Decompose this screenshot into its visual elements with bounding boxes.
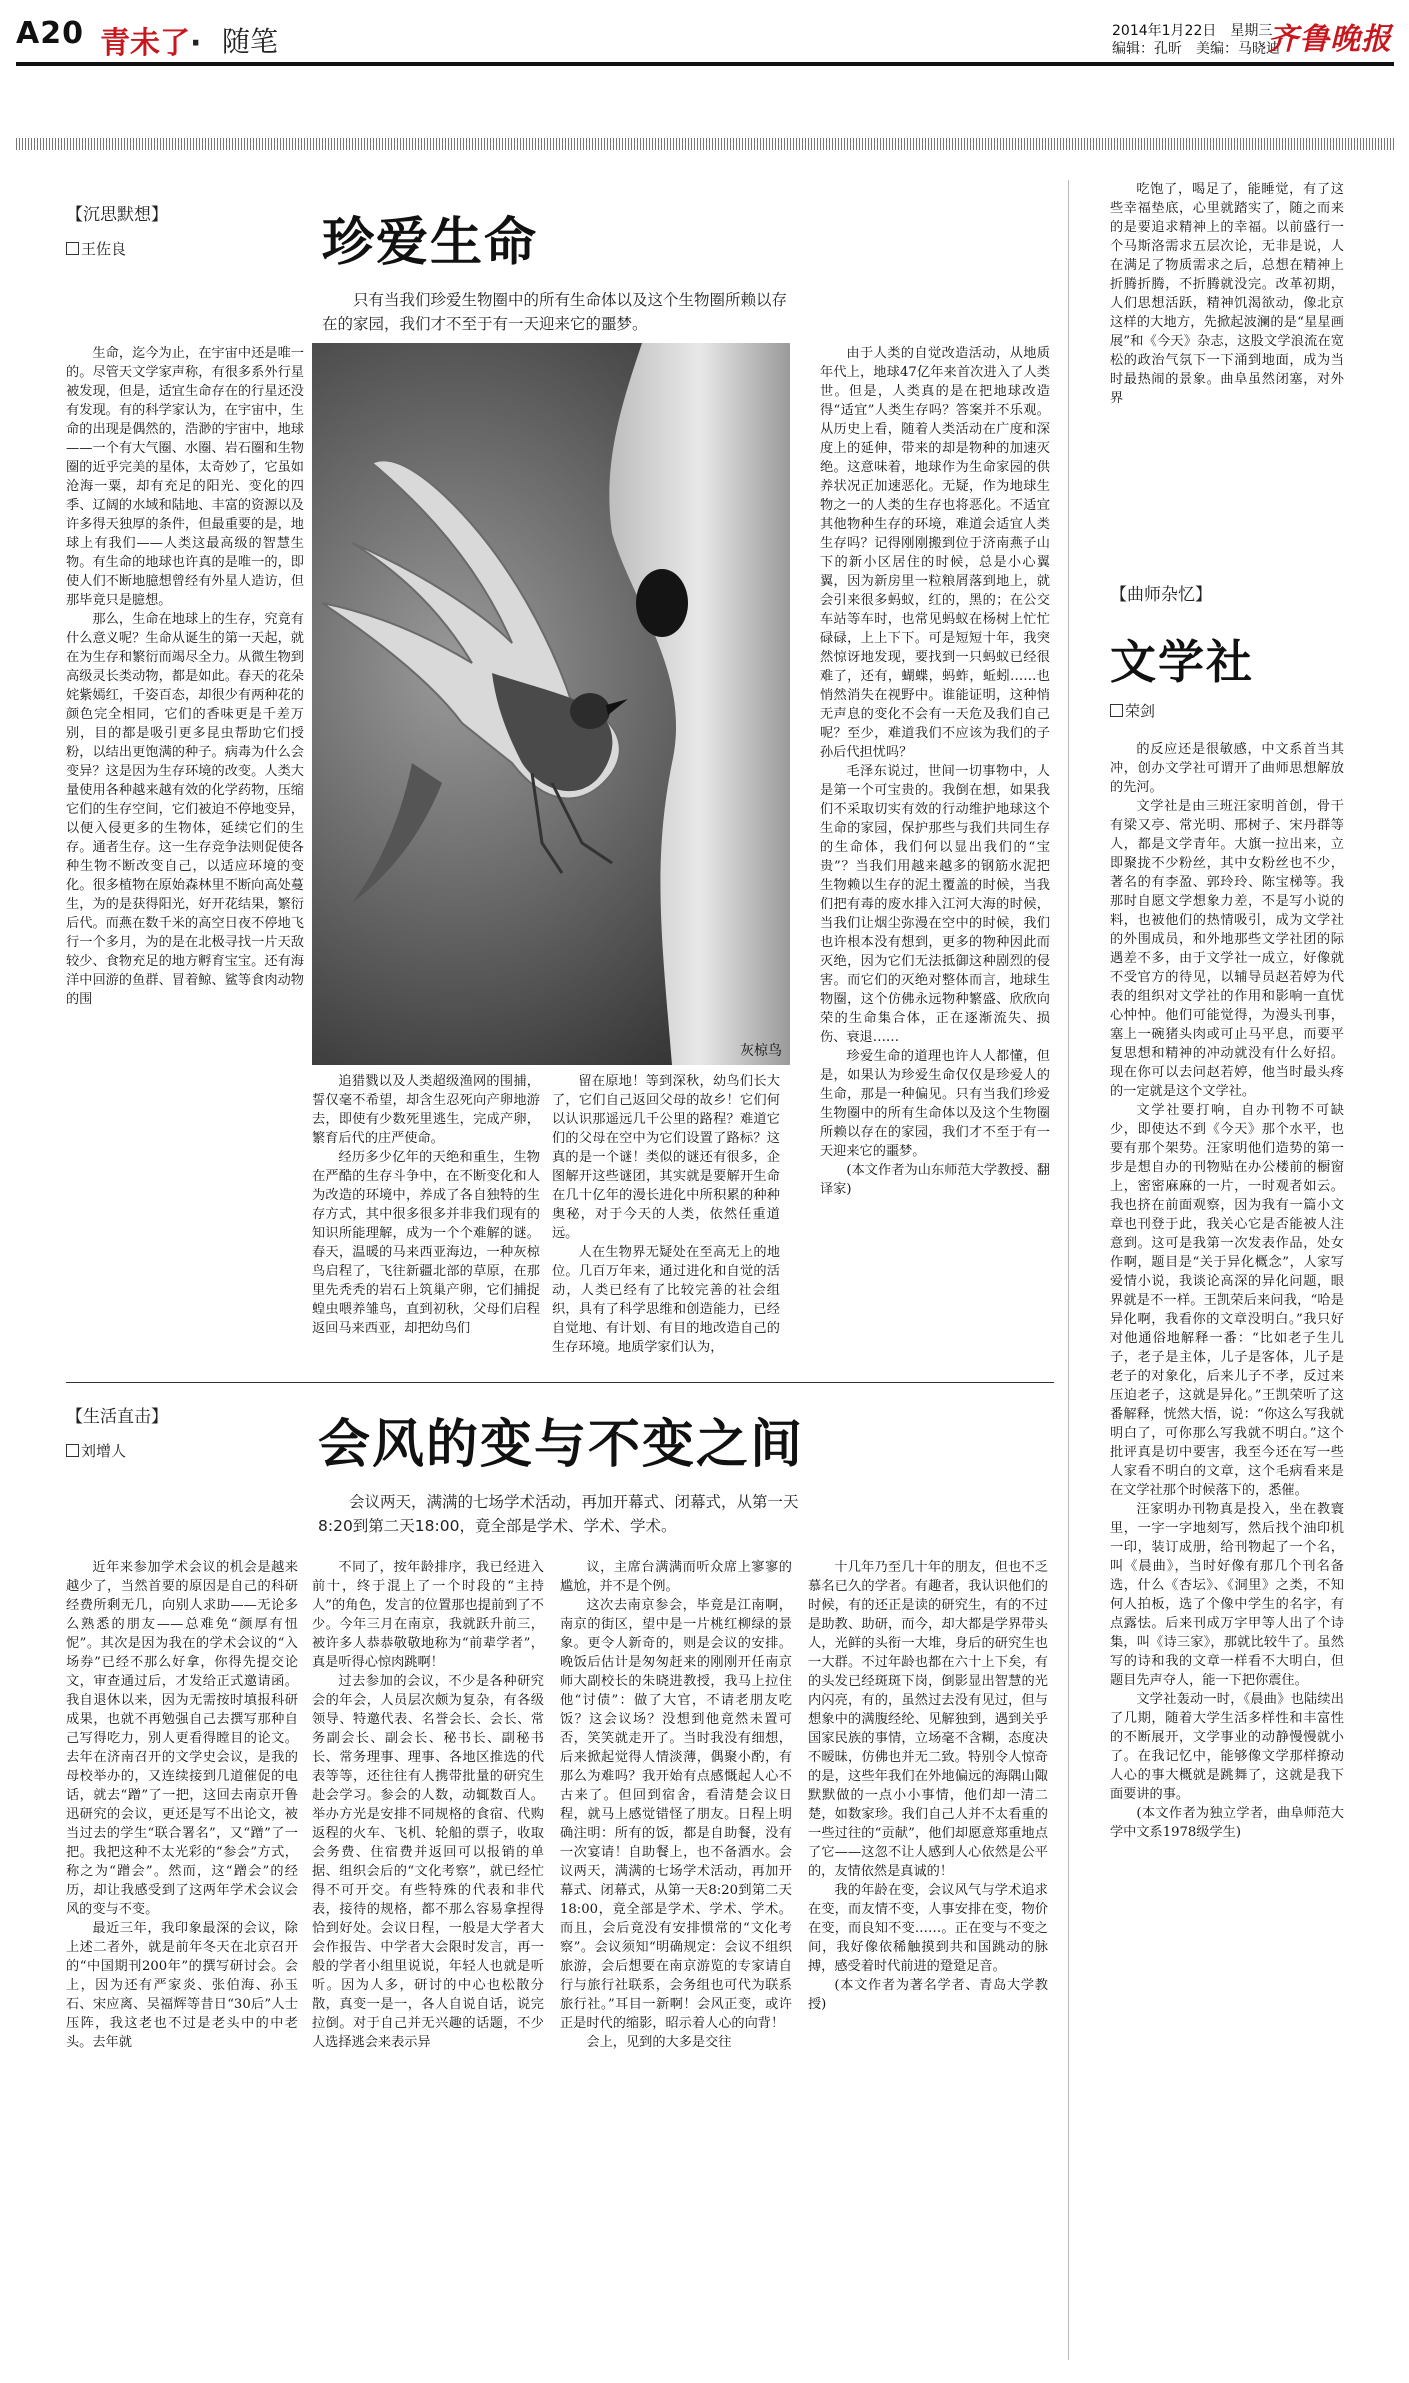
paragraph: 由于人类的自觉改造活动，从地质年代上，地球47亿年来首次进入了人类世。但是，人类真的是在把地球改造得“适宜”人类生存吗？答案并不乐观。从历史上看，随着人类活动在广度和深度上的延伸，带来的却是物种的加速灭绝。这意味着，地球作为生命家园的供养状况正加速恶化。无疑，作为地球生物之一的人类的生存也将恶化。不适宜其他物种生存的环境，难道会适宜人类生存吗？记得刚刚搬到位于济南燕子山下的新小区居住的时候，总是小心翼翼，因为新房里一粒粮屑落到地上，就会引来很多蚂蚁，红的，黑的；在公交车站等车时，也常见蚂蚁在杨树上忙忙碌碌，上上下下。可是短短十年，我突然惊讶地发现，要找到一只蚂蚁已经很难了，还有，蝴蝶，蚂蚱，蚯蚓……也悄然消失在视野中。谁能证明，这种悄无声息的变化不会有一天危及我们自己呢？至少，难道我们不应该为我们的子孙后代担忧吗？ bbox=[820, 346, 1050, 760]
paragraph: 议，主席台满满而听众席上寥寥的尴尬，并不是个例。 bbox=[560, 1560, 792, 1594]
paragraph: 文学社轰动一时，《晨曲》也陆续出了几期，随着大学生活多样性和丰富性的不断展开，文学事业的动静慢慢就小了。在我记忆中，能够像文学那样撩动人心的事大概就是跳舞了，这就是我下面要讲的事。 bbox=[1110, 1692, 1344, 1802]
bird-photo-illustration bbox=[312, 343, 790, 1065]
masthead-rule bbox=[16, 62, 1394, 66]
paragraph: 人在生物界无疑处在至高无上的地位。几百万年来，通过进化和自觉的活动，人类已经有了比较完善的社会组织，具有了科学思维和创造能力，已经自觉地、有计划、有目的地改造自己的生存环境。地质学家们认为， bbox=[552, 1245, 780, 1355]
editor-credits: 编辑：孔昕 美编：马晓迪 bbox=[1112, 41, 1280, 57]
paragraph: 留在原地！等到深秋，幼鸟们长大了，它们自己返回父母的故乡！它们何以认识那遥远几千公里的路程？难道它们的父母在空中为它们设置了路标？这真的是一个谜！类似的谜还有很多，企图解开这些谜团，其实就是要解开生命在几十亿年的漫长进化中所积累的种种奥秘，对于今天的人类，依然任重道远。 bbox=[552, 1074, 780, 1241]
section-name: 青未了· bbox=[100, 26, 202, 61]
paragraph: 十几年乃至几十年的朋友，但也不乏慕名已久的学者。有趣者，我认识他们的时候，有的还正是读的研究生，有的不过是助教、助研，而今，却大都是学界带头人，光鲜的头衔一大堆，身后的研究生也一大群。不过年龄也都在六十上下矣，有的头发已经斑斑下岗，倒影显出智慧的光内闪亮，有的，虽然过去没有见过，但与想象中的满腹经纶、见解独到，遇到关乎国家民族的事情，立场毫不含糊，态度决不暧昧，仿佛也并无二致。特别令人惊奇的是，这些年我们在外地偏远的海隅山陬默默做的一点小小事情，他们却一清二楚，如数家珍。我们自己人并不太看重的一些过往的“贡献”，他们却愿意郑重地点了它——这忽不让人感到人心依然是公平的，友情依然是真诚的！ bbox=[808, 1560, 1048, 1879]
article2-byline: 刘增人 bbox=[66, 1440, 126, 1461]
article2-column-1 bbox=[66, 1558, 298, 2366]
article3-tag: 【曲师杂忆】 bbox=[1110, 585, 1212, 605]
article1-title: 珍爱生命 bbox=[322, 213, 539, 273]
bird-photo bbox=[312, 343, 790, 1065]
paragraph: 吃饱了，喝足了，能睡觉，有了这些幸福垫底，心里就踏实了，随之而来的是要追求精神上的幸福。以前盛行一个马斯洛需求五层次论，无非是说，人在满足了物质需求之后，总想在精神上折腾折腾，不折腾就没完。改革初期，人们思想活跃，精神饥渴欲动，像北京这样的大地方，先掀起波澜的是“星星画展”和《今天》杂志，这股文学浪流在宽松的政治气氛下一下涌到地面，成为当时最热闹的景象。曲阜虽然闭塞，对外界 bbox=[1110, 182, 1344, 406]
paragraph: 追猎戮以及人类超级渔网的围捕，誓仅毫不希望，却含生忍死向产卵地游去，即使有少数死里逃生，完成产卵，繁育后代的庄严使命。 bbox=[312, 1074, 540, 1146]
article1-column-1 bbox=[66, 344, 304, 1064]
author-note: (本文作者为著名学者、青岛大学教授) bbox=[808, 1978, 1048, 2012]
author-note: (本文作者为独立学者，曲阜师范大学中文系1978级学生) bbox=[1110, 1806, 1344, 1840]
paragraph: 毛泽东说过，世间一切事物中，人是第一个可宝贵的。我倒在想，如果我们不采取切实有效的行动维护地球这个生命的家园，保护那些与我们共同生存的生命体，我们何以显出我们的“宝贵”？当我们用越来越多的钢筋水泥把生物赖以生存的泥土覆盖的时候，当我们把有毒的废水排入江河大海的时候，当我们让烟尘弥漫在空中的时候，我们也许根本没有想到，更多的物种因此而灭绝，因为它们无法抵御这种剧烈的侵害。而它们的灭绝对整体而言，地球生物圈，这个仿佛永远物种繁盛、欣欣向荣的生命集合体，正在逐渐流失、损伤、衰退…… bbox=[820, 764, 1050, 1045]
paragraph: 文学社要打响，自办刊物不可缺少，即使达不到《今天》那个水平，也要有那个架势。汪家明他们造势的第一步是想自办的刊物贴在办公楼前的橱窗上，密密麻麻的一片，一时观者如云。我也挤在前面观察，因为我有一篇小文章也刊登于此，我关心它是否能被人注意到。这可是我第一次发表作品，处女作啊，题目是“关于异化概念”，人家写爱情小说，我谈论高深的异化问题，眼界就是不一样。王凯荣后来问我，“哈是异化啊，我看你的文章没明白。”我只好对他通俗地解释一番：“比如老子生儿子，老子是主体，儿子是客体，儿子是老子的对象化，后来儿子不孝，反过来压迫老子，这就是异化。”王凯荣听了这番解释，恍然大悟，说：“你这么写我就明白了，可你那么写我就不明白。”这个批评真是切中要害，我至今还在写一些人家看不明白的文章，这个毛病看来是在文学社那个时候落下的，悉催。 bbox=[1110, 1103, 1344, 1498]
paragraph: 我的年龄在变，会议风气与学术追求在变，而友情不变，人事安排在变，物价在变，而良知不变……。正在变与不变之间，我好像依稀触摸到共和国跳动的脉搏，感受着时代前进的跫跫足音。 bbox=[808, 1883, 1048, 1974]
article1-column-4 bbox=[820, 344, 1050, 1372]
paragraph: 经历多少亿年的天绝和重生，生物在严酷的生存斗争中，在不断变化和人为改造的环境中，养成了各自独特的生存方式，其中很多很多并非我们现有的知识所能理解，成为一个个难解的谜。春天，温暖的马来西亚海边，一种灰椋鸟启程了，飞往新疆北部的草原，在那里先秃秃的岩石上筑巢产卵，它们捕捉蝗虫喂养雏鸟，直到初秋，父母们启程返回马来西亚，却把幼鸟们 bbox=[312, 1150, 540, 1336]
article2-column-4 bbox=[808, 1558, 1048, 2366]
column-divider bbox=[1068, 180, 1069, 2360]
paragraph: 近年来参加学术会议的机会是越来越少了，当然首要的原因是自己的科研经费所剩无几，向别人求助——无论多么熟悉的朋友——总难免“颜厚有忸怩”。其次是因为我在的学术会议的“入场券”已经不那么好拿，你得先提交论文，审查通过后，才发给正式邀请函。我自退休以来，因为无需按时填报科研成果，也就不再勉强自己去撰写那种自己写得吃力，别人更看得瞠目的论文。去年在济南召开的文学史会议，是我的母校举办的，又连续接到几道催促的电话，就去“蹭”了一把，这回去南京开鲁迅研究的会议，更还是写不出论文，被当过去的学生“联合署名”，又“蹭”了一把。我把这种不太光彩的“参会”方式，称之为“蹭会”。然而，这“蹭会”的经历，却让我感受到了这两年学术会议会风的变与不变。 bbox=[66, 1560, 298, 1917]
page-number: A20 bbox=[16, 16, 84, 51]
article1-tag: 【沉思默想】 bbox=[66, 205, 168, 225]
paragraph: 最近三年，我印象最深的会议，除上述二者外，就是前年冬天在北京召开的“中国期刊200年”的撰写研讨会。会上，因为还有严家炎、张伯海、孙玉石、宋应离、吴福辉等昔日“30后”人士压阵，我这老也不过是老头中的中老头。去年就 bbox=[66, 1921, 298, 2050]
paragraph: 这次去南京参会，毕竟是江南啊，南京的街区，望中是一片桃红柳绿的景象。更令人新奇的，则是会议的安排。晚饭后估计是匆匆赶来的刚刚开任南京师大副校长的朱晓进教授，我马上拉住他“讨债”：做了大官，不请老朋友吃饭？这会议场？没想到他竟然未置可否，笑笑就走开了。当时我没有细想，后来掀起觉得人情淡薄，偶聚小酌，有那么为难吗？我开始有点感慨起人心不古来了。但回到宿舍，看清楚会议日程，就马上感觉错怪了朋友。日程上明确注明：所有的饭，都是自助餐，没有一次宴请！自助餐上，也不备酒水。会议两天，满满的七场学术活动，再加开幕式、闭幕式，从第一天8:20到第二天18:00，竟全部是学术、学术、学术。而且，会后竟没有安排惯常的“文化考察”。会议须知“明确规定：会议不组织旅游，会后想要在南京游览的专家请自行与旅行社联系，会务组也可代为联系旅行社。”耳目一新啊！会风正变，或许正是时代的缩影，昭示着人心的向背！ bbox=[560, 1598, 792, 2031]
article3-column bbox=[1110, 740, 1344, 2370]
paragraph: 的反应还是很敏感，中文系首当其冲，创办文学社可谓开了曲师思想解放的先河。 bbox=[1110, 742, 1344, 795]
article2-tag: 【生活直击】 bbox=[66, 1407, 168, 1427]
article2-deck: 会议两天，满满的七场学术活动，再加开幕式、闭幕式，从第一天8:20到第二天18:00，竟全部是学术、学术、学术。 bbox=[318, 1493, 799, 1535]
paragraph: 会上，见到的大多是交往 bbox=[586, 2035, 732, 2050]
paragraph: 那么，生命在地球上的生存，究竟有什么意义呢？生命从诞生的第一天起，就在为生存和繁衍而竭尽全力。从微生物到高级灵长类动物，都是如此。春天的花朵姹紫嫣红，千姿百态，却很少有两种花的颜色完全相同，它们的香味更是千差万别，目的都是吸引更多昆虫帮助它们授粉，以结出更饱满的种子。病毒为什么会变异？这是因为生存环境的改变。人类大量使用各种越来越有效的化学药物，压缩它们的生存空间，它们被迫不停地变异，以便入侵更多的生物体，延续它们的生存。通者生存。这一生存竞争法则促使各种生物不断改变自己，以适应环境的变化。很多植物在原始森林里不断向高处蔓生，为的是获得阳光，好开花结果，繁衍后代。而燕在数千米的高空日夜不停地飞行一个多月，为的是在北极寻找一片天敌较少、食物充足的地方孵育宝宝。还有海洋中回游的鱼群、冒着鲸、鲨等食肉动物的围 bbox=[66, 612, 304, 1007]
article1-column-3 bbox=[552, 1072, 780, 1372]
paragraph: 不同了，按年龄排序，我已经进入前十，终于混上了一个时段的“主持人”的角色，发言的位置那也提前到了不少。今年三月在南京，我就跃升前三，被许多人恭恭敬敬地称为“前辈学者”，真是听得心惊肉跳啊！ bbox=[312, 1560, 544, 1670]
photo-caption: 灰椋鸟 bbox=[740, 1043, 782, 1059]
article1-deck: 只有当我们珍爱生物圈中的所有生命体以及这个生物圈所赖以存在的家园，我们才不至于有一天迎来它的噩梦。 bbox=[322, 291, 788, 333]
paragraph: 生命，迄今为止，在宇宙中还是唯一的。尽管天文学家声称，有很多系外行星被发现，但是，适宜生命存在的行星还没有发现。有的科学家认为，在宇宙中，生命的出现是偶然的，浩渺的宇宙中，地球——一个有大气圈、水圈、岩石圈和生物圈的近乎完美的星体，太奇妙了，它虽如沧海一粟，却有充足的阳光、变化的四季、辽阔的水域和陆地、丰富的资源以及许多得天独厚的条件，但最重要的是，地球上有我们——人类这最高级的智慧生物。有生命的地球也许真的是唯一的，即使人们不断地臆想曾经有外星人造访，但那毕竟只是臆想。 bbox=[66, 346, 304, 608]
article-divider bbox=[66, 1382, 1054, 1383]
article2-column-3 bbox=[560, 1558, 792, 2366]
article1-byline: 王佐良 bbox=[66, 238, 126, 259]
paragraph: 汪家明办刊物真是投入，坐在教寰里，一字一字地刻写，然后找个油印机一印，装订成册，给刊物起了一个名，叫《晨曲》，当时好像有那几个刊名备选，什么《杏坛》、《洞里》之类，不知何人拍板，选了个像中学生的名字，有点露怯。后来刊成万字甲等人出了个诗集，叫《诗三家》，那就比较牛了。虽然写的诗和我的文章一样看不大明白，但题目先声夺人，能一下把你震住。 bbox=[1110, 1502, 1344, 1688]
paragraph: 过去参加的会议，不少是各种研究会的年会，人员层次颇为复杂，有各级领导、特邀代表、名誉会长、会长、常务副会长、副会长、秘书长、副秘书长、常务理事、理事、各地区推选的代表等等，还往往有人携带批量的研究生赴会学习。参会的人数，动辄数百人。举办方光是安排不同规格的食宿、代购返程的火车、飞机、轮船的票子，收取会务费、住宿费并返回可以报销的单据、组织会后的“文化考察”，就已经忙得不可开交。有些特殊的代表和非代表，接待的规格，都不那么容易拿捏得恰到好处。会议日程，一般是大学者大会作报告、中学者大会限时发言，再一般的学者小组里说说，年轻人也就是听听。因为人多，研讨的中心也松散分散，真变一是一，各人自说自话，说完拉倒。对于自己并无兴趣的话题，不少人选择逃会来表示异 bbox=[312, 1674, 544, 2050]
decorative-hatch bbox=[16, 138, 1394, 150]
article3-byline: 荣剑 bbox=[1110, 700, 1155, 721]
article3-title: 文学社 bbox=[1110, 635, 1254, 689]
article1-column-2 bbox=[312, 1072, 540, 1372]
article2-title: 会风的变与不变之间 bbox=[318, 1415, 805, 1475]
author-note: (本文作者为山东师范大学教授、翻译家) bbox=[820, 1163, 1050, 1197]
paragraph: 珍爱生命的道理也许人人都懂，但是，如果认为珍爱生命仅仅是珍爱人的生命，那是一种偏见。只有当我们珍爱生物圈中的所有生命体以及这个生物圈所赖以存在的家园，我们才不至于有一天迎来它的噩梦。 bbox=[820, 1049, 1050, 1159]
issue-date: 2014年1月22日 星期三 bbox=[1112, 23, 1273, 39]
paragraph: 文学社是由三班汪家明首创，骨干有梁又亭、常光明、邢树子、宋丹群等人，都是文学青年。大旗一拉出来，立即聚拢不少粉丝，其中女粉丝也不少，著名的有李盈、郭玲玲、陈宝梯等。我那时自愿文学想象力差，不是写小说的料，也被他们的热情吸引，成为文学社的外围成员，和外地那些文学社团的际遇差不多，由于文学社一成立，好像就不受官方的待见，以辅导员赵若婷为代表的组织对文学社的作用和影响一直忧心忡忡。他们可能觉得，为漫头刊事，塞上一碗猪头肉或可止马平息，而要平复思想和精神的冲动就没有什么好招。现在你可以去问赵若婷，他当时最头疼的一定就是这个文学社。 bbox=[1110, 799, 1344, 1099]
newspaper-logo: 齐鲁晚报 bbox=[1268, 22, 1392, 57]
article0-column bbox=[1110, 180, 1344, 580]
subsection-name: 随笔 bbox=[222, 25, 279, 58]
article2-column-2 bbox=[312, 1558, 544, 2366]
